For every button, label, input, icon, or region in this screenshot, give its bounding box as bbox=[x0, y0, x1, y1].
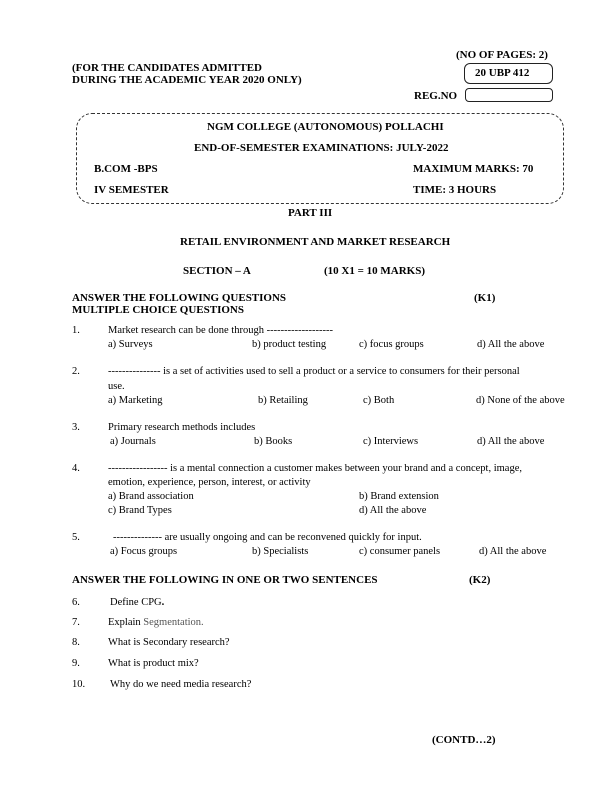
option-b: b) Specialists bbox=[252, 546, 309, 557]
question-text: --------------- is a set of activities used to sell a product or a service to consumers for their personal bbox=[108, 366, 520, 377]
question-text: What is product mix? bbox=[108, 658, 199, 669]
option-d: d) All the above bbox=[359, 505, 427, 516]
question-text: -------------- are usually ongoing and can be reconvened quickly for input. bbox=[113, 532, 422, 543]
option-c: c) consumer panels bbox=[359, 546, 441, 557]
option-b: b) Books bbox=[254, 436, 293, 447]
question-number: 3. bbox=[72, 422, 80, 433]
question-number: 7. bbox=[72, 617, 80, 628]
question-number: 4. bbox=[72, 463, 80, 474]
college-name: NGM COLLEGE (AUTONOMOUS) POLLACHI bbox=[207, 121, 444, 133]
option-d: d) All the above bbox=[479, 546, 547, 557]
reg-no-label: REG.NO bbox=[414, 90, 458, 102]
subject-code: 20 UBP 412 bbox=[475, 67, 530, 79]
question-text: ----------------- is a mental connection a customer makes between your brand and a concept, image, bbox=[108, 463, 522, 474]
question-text: Define CPG bbox=[110, 597, 162, 608]
option-a: a) Brand association bbox=[108, 491, 194, 502]
semester: IV SEMESTER bbox=[94, 184, 169, 196]
continued-note: (CONTD…2) bbox=[432, 734, 496, 746]
subject-code-box bbox=[464, 63, 553, 84]
candidates-note-line2: DURING THE ACADEMIC YEAR 2020 ONLY) bbox=[72, 74, 302, 86]
section-marks: (10 X1 = 10 MARKS) bbox=[324, 265, 425, 277]
option-c: c) Both bbox=[363, 395, 395, 406]
option-b: b) Retailing bbox=[258, 395, 308, 406]
option-a: a) Journals bbox=[110, 436, 156, 447]
question-text: Why do we need media research? bbox=[110, 679, 252, 690]
course-name: B.COM -BPS bbox=[94, 163, 158, 175]
question-text: What is Secondary research? bbox=[108, 637, 230, 648]
reg-no-field[interactable] bbox=[465, 88, 553, 102]
short-answer-instruction: ANSWER THE FOLLOWING IN ONE OR TWO SENTENCES bbox=[72, 574, 378, 586]
maximum-marks: MAXIMUM MARKS: 70 bbox=[413, 163, 534, 175]
question-text: Primary research methods includes bbox=[108, 422, 256, 433]
question-number: 8. bbox=[72, 637, 80, 648]
question-text-continued: use. bbox=[108, 381, 125, 392]
question-number: 2. bbox=[72, 366, 80, 377]
question-number: 9. bbox=[72, 658, 80, 669]
option-a: a) Surveys bbox=[108, 339, 153, 350]
mcq-instruction: ANSWER THE FOLLOWING QUESTIONS bbox=[72, 292, 287, 304]
question-text: Explain bbox=[108, 617, 141, 628]
question-number: 5. bbox=[72, 532, 80, 543]
question-text: Market research can be done through ------------------- bbox=[108, 325, 334, 336]
option-a: a) Focus groups bbox=[110, 546, 178, 557]
exam-title: END-OF-SEMESTER EXAMINATIONS: JULY-2022 bbox=[194, 142, 449, 154]
mcq-subheading: MULTIPLE CHOICE QUESTIONS bbox=[72, 304, 244, 316]
option-d: d) All the above bbox=[477, 339, 545, 350]
question-text-suffix: Segmentation. bbox=[140, 617, 204, 628]
option-a: a) Marketing bbox=[108, 395, 163, 406]
mcq-level: (K1) bbox=[474, 292, 496, 304]
question-text-suffix: . bbox=[161, 597, 165, 608]
option-d: d) All the above bbox=[477, 436, 545, 447]
question-number: 10. bbox=[72, 679, 86, 690]
no-of-pages: (NO OF PAGES: 2) bbox=[456, 49, 548, 61]
option-d: d) None of the above bbox=[476, 395, 565, 406]
part-heading: PART III bbox=[288, 207, 333, 219]
question-text-continued: emotion, experience, person, interest, or activity bbox=[108, 477, 311, 488]
short-answer-level: (K2) bbox=[469, 574, 491, 586]
question-number: 6. bbox=[72, 597, 80, 608]
option-b: b) Brand extension bbox=[359, 491, 439, 502]
paper-title: RETAIL ENVIRONMENT AND MARKET RESEARCH bbox=[180, 236, 451, 248]
question-number: 1. bbox=[72, 325, 80, 336]
section-label: SECTION – A bbox=[183, 265, 251, 277]
option-c: c) focus groups bbox=[359, 339, 424, 350]
candidates-note-line1: (FOR THE CANDIDATES ADMITTED bbox=[72, 62, 262, 74]
option-c: c) Brand Types bbox=[108, 505, 172, 516]
option-c: c) Interviews bbox=[363, 436, 419, 447]
exam-time: TIME: 3 HOURS bbox=[413, 184, 497, 196]
option-b: b) product testing bbox=[252, 339, 327, 350]
